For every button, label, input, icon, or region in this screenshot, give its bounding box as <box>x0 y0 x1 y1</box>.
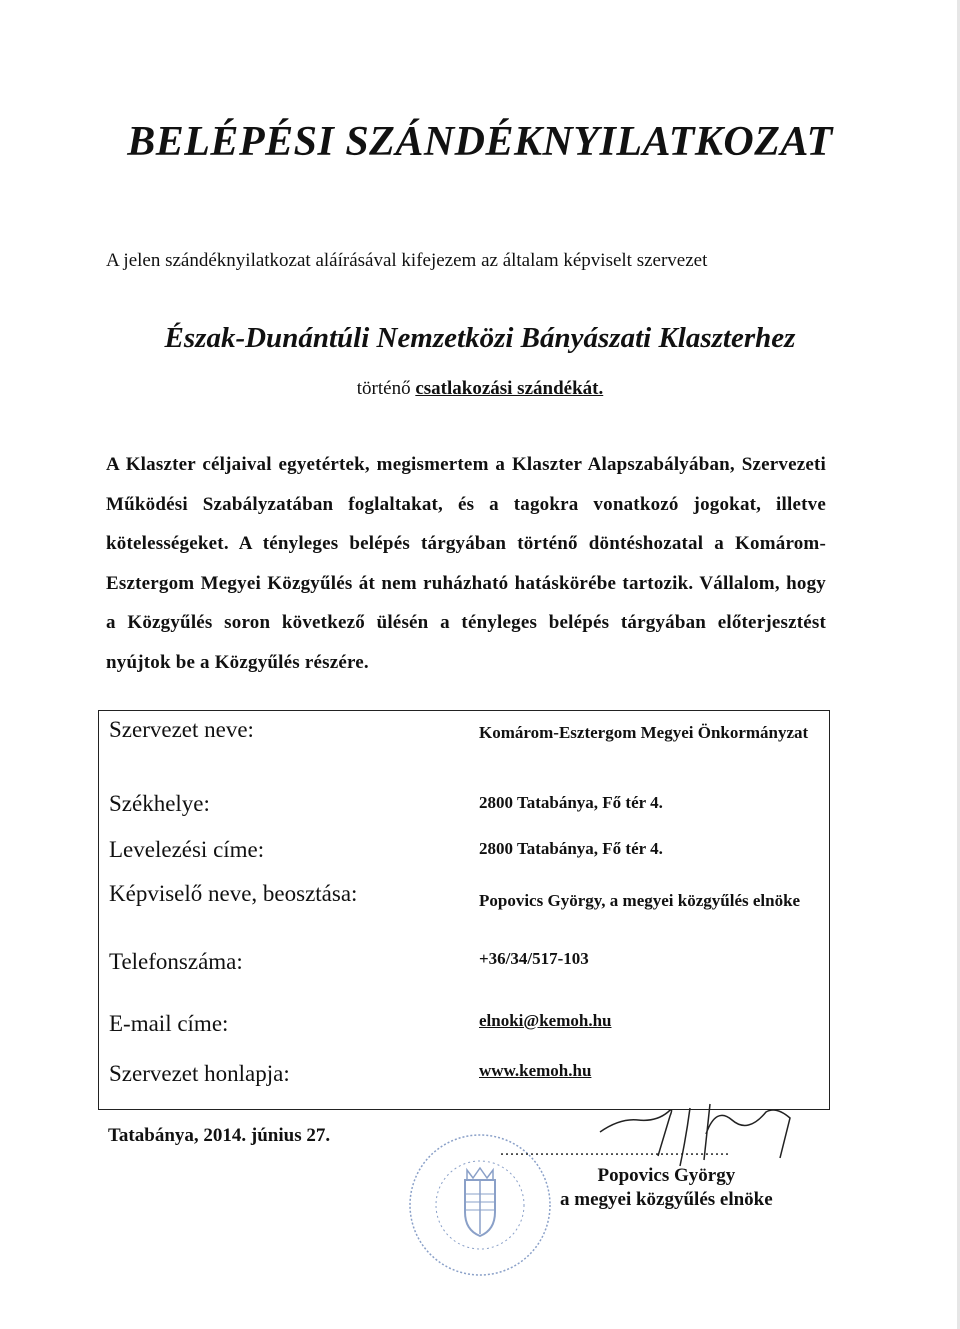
join-prefix: történő <box>356 378 411 399</box>
place-date: Tatabánya, 2014. június 27. <box>108 1125 331 1146</box>
organization-name <box>0 322 960 355</box>
seat-value: 2800 Tatabánya, Fő tér 4. <box>479 793 663 812</box>
phone-value: +36/34/517-103 <box>479 949 589 968</box>
intro-paragraph: A jelen szándéknyilatkozat aláírásával kifejezem az általam képviselt szervezet <box>106 250 708 271</box>
representative-value: Popovics György, a megyei közgyűlés elnöke <box>479 891 801 910</box>
table-row-mail-address <box>99 835 830 881</box>
table-row-email <box>99 1011 830 1061</box>
mail-address-label: Levelezési címe: <box>109 837 265 862</box>
email-label: E-mail címe: <box>109 1011 229 1036</box>
declaration-paragraph: A Klaszter céljaival egyetértek, megismertem a Klaszter Alapszabályában, Szervezeti Működési Szabályzatában foglaltakat, és a tagokra vonatkozó jogokat, illetve kötelességeket. A tényleges belépés tárgyában történő döntéshozatal a Komárom-Esztergom Megyei Közgyűlés át nem ruházható hatáskörébe tartozik. Vállalom, hogy a Közgyűlés soron következő ülésén a tényleges belépés tárgyában előterjesztést nyújtok be a Közgyűlés részére. <box>106 454 826 673</box>
organization-info-table <box>98 710 830 1110</box>
org-name-label: Szervezet neve: <box>109 717 254 742</box>
join-intent-line <box>0 378 960 400</box>
table-row-seat <box>99 789 830 835</box>
email-link[interactable]: elnoki@kemoh.hu <box>479 1011 612 1030</box>
mail-address-value: 2800 Tatabánya, Fő tér 4. <box>479 839 663 858</box>
signature-line: .............................................. <box>500 1142 730 1159</box>
signer-title: a megyei közgyűlés elnöke <box>560 1189 773 1210</box>
table-row-representative <box>99 881 830 949</box>
join-underlined: csatlakozási szándékát. <box>415 378 604 399</box>
website-label: Szervezet honlapja: <box>109 1061 290 1086</box>
representative-label: Képviselő neve, beosztása: <box>109 881 358 906</box>
website-link[interactable]: www.kemoh.hu <box>479 1061 592 1080</box>
signer-block <box>560 1164 773 1212</box>
org-name-value: Komárom-Esztergom Megyei Önkormányzat <box>479 723 809 742</box>
email-value-cell <box>473 1011 830 1061</box>
phone-label: Telefonszáma: <box>109 949 243 974</box>
table-row-phone <box>99 949 830 1011</box>
signer-name: Popovics György <box>597 1165 736 1186</box>
organization-name-text: Észak-Dunántúli Nemzetközi Bányászati Klaszterhez <box>164 322 796 354</box>
seat-label: Székhelye: <box>109 791 210 816</box>
table-row-org-name <box>99 711 830 790</box>
document-title: BELÉPÉSI SZÁNDÉKNYILATKOZAT <box>127 119 833 165</box>
